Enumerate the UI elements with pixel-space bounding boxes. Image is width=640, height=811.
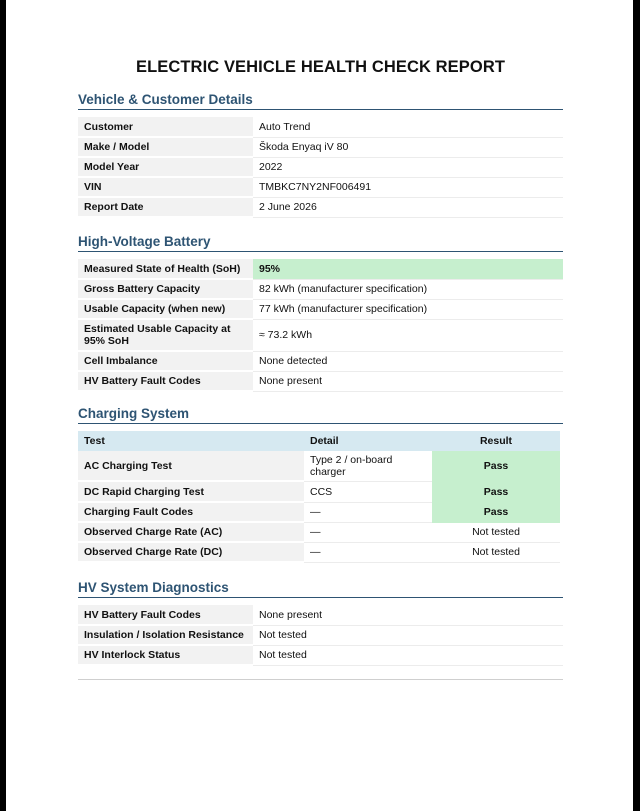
- result-badge: Pass: [432, 502, 560, 522]
- section-heading-diagnostics: HV System Diagnostics: [78, 580, 563, 598]
- test-name: Observed Charge Rate (AC): [78, 522, 304, 542]
- column-header-detail: Detail: [304, 431, 432, 451]
- soh-value: 95%: [253, 259, 563, 279]
- row-label: Make / Model: [78, 137, 253, 157]
- row-value: None detected: [253, 351, 563, 371]
- table-row: [78, 197, 563, 217]
- table-row: [78, 451, 560, 481]
- table-row: [78, 371, 563, 391]
- row-label: HV Battery Fault Codes: [78, 605, 253, 625]
- test-name: Charging Fault Codes: [78, 502, 304, 522]
- section-heading-vehicle: Vehicle & Customer Details: [78, 92, 563, 110]
- result-text: Not tested: [432, 542, 560, 562]
- row-value: 77 kWh (manufacturer specification): [253, 299, 563, 319]
- row-label: Insulation / Isolation Resistance: [78, 625, 253, 645]
- row-label: Cell Imbalance: [78, 351, 253, 371]
- test-detail: —: [304, 542, 432, 562]
- row-value: Auto Trend: [253, 117, 563, 137]
- section-heading-charging: Charging System: [78, 406, 563, 424]
- row-value: 82 kWh (manufacturer specification): [253, 279, 563, 299]
- row-value: Not tested: [253, 625, 563, 645]
- table-row: [78, 319, 563, 351]
- table-row: [78, 351, 563, 371]
- row-value: Not tested: [253, 645, 563, 665]
- report-title: ELECTRIC VEHICLE HEALTH CHECK REPORT: [135, 58, 506, 76]
- table-row: [78, 299, 563, 319]
- row-value: 2022: [253, 157, 563, 177]
- row-value: ≈ 73.2 kWh: [253, 319, 563, 351]
- table-header-row: [78, 431, 560, 451]
- test-name: Observed Charge Rate (DC): [78, 542, 304, 562]
- end-divider: [78, 679, 563, 680]
- row-value: 2 June 2026: [253, 197, 563, 217]
- row-label: Model Year: [78, 157, 253, 177]
- table-row: [78, 177, 563, 197]
- result-text: Not tested: [432, 522, 560, 542]
- diagnostics-table: [78, 605, 563, 666]
- table-row: [78, 502, 560, 522]
- row-label: HV Battery Fault Codes: [78, 371, 253, 391]
- result-badge: Pass: [432, 481, 560, 502]
- table-row: [78, 625, 563, 645]
- row-label: Estimated Usable Capacity at 95% SoH: [78, 319, 253, 351]
- test-detail: —: [304, 502, 432, 522]
- row-label: Usable Capacity (when new): [78, 299, 253, 319]
- section-heading-battery: High-Voltage Battery: [78, 234, 563, 252]
- column-header-result: Result: [432, 431, 560, 451]
- table-row: [78, 481, 560, 502]
- table-row: [78, 522, 560, 542]
- table-row: [78, 645, 563, 665]
- row-value: TMBKC7NY2NF006491: [253, 177, 563, 197]
- table-row: [78, 542, 560, 562]
- row-value: None present: [253, 371, 563, 391]
- table-row: [78, 137, 563, 157]
- test-detail: Type 2 / on-board charger: [304, 451, 432, 481]
- table-row: [78, 259, 563, 279]
- test-detail: CCS: [304, 481, 432, 502]
- report-page: [6, 0, 633, 811]
- result-badge: Pass: [432, 451, 560, 481]
- table-row: [78, 279, 563, 299]
- test-name: AC Charging Test: [78, 451, 304, 481]
- row-label: Gross Battery Capacity: [78, 279, 253, 299]
- row-label: Measured State of Health (SoH): [78, 259, 253, 279]
- row-value: Škoda Enyaq iV 80: [253, 137, 563, 157]
- test-name: DC Rapid Charging Test: [78, 481, 304, 502]
- row-label: Report Date: [78, 197, 253, 217]
- column-header-test: Test: [78, 431, 304, 451]
- table-row: [78, 157, 563, 177]
- vehicle-details-table: [78, 117, 563, 218]
- charging-table: [78, 431, 560, 563]
- table-row: [78, 117, 563, 137]
- table-row: [78, 605, 563, 625]
- row-value: None present: [253, 605, 563, 625]
- test-detail: —: [304, 522, 432, 542]
- battery-table: [78, 259, 563, 392]
- row-label: Customer: [78, 117, 253, 137]
- row-label: VIN: [78, 177, 253, 197]
- row-label: HV Interlock Status: [78, 645, 253, 665]
